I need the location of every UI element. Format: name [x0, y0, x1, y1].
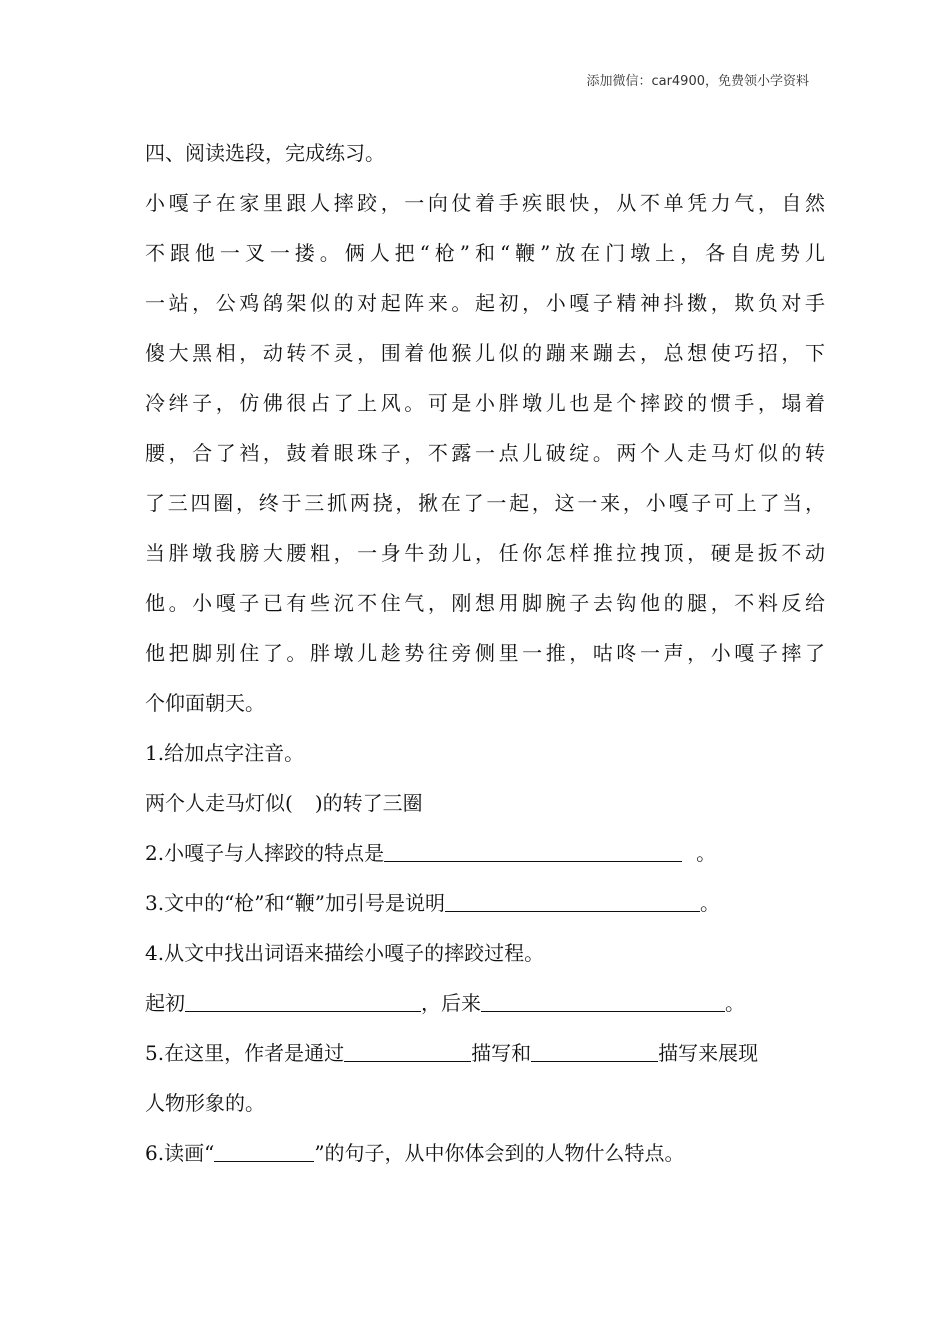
- passage-line: 他把脚别住了。胖墩儿趁势往旁侧里一推，咕咚一声，小嘎子摔了: [145, 641, 825, 665]
- question-3: [145, 878, 825, 928]
- question-3-answer-blank[interactable]: [445, 889, 700, 912]
- passage-line: 腰，合了裆，鼓着眼珠子，不露一点儿破绽。两个人走马灯似的转: [145, 441, 825, 465]
- question-4-label: 4.从文中找出词语来描绘小嘎子的摔跤过程。: [145, 941, 545, 965]
- question-4-blank-initial[interactable]: [185, 989, 421, 1012]
- question-5-end: 描写来展现: [658, 1041, 759, 1065]
- question-5-blank-1[interactable]: [344, 1039, 471, 1062]
- question-4-mid: ，后来: [421, 991, 481, 1015]
- question-4-part1: 起初: [145, 991, 185, 1015]
- section-title: 四、阅读选段，完成练习。: [145, 141, 385, 165]
- question-4-end: 。: [725, 991, 745, 1015]
- question-5-cont: 人物形象的。: [145, 1091, 265, 1115]
- passage-line: 他。小嘎子已有些沉不住气，刚想用脚腕子去钩他的腿，不料反给: [145, 591, 825, 615]
- question-1-sub-after: )的转了三圈: [314, 791, 423, 815]
- question-6: [145, 1128, 825, 1178]
- question-6-text: 6.读画“: [145, 1141, 215, 1165]
- question-3-text: 3.文中的“枪”和“鞭”加引号是说明: [145, 891, 445, 915]
- question-5-mid: 描写和: [471, 1041, 532, 1065]
- header-note: 添加微信：car4900，免费领小学资料: [586, 74, 809, 89]
- passage-line: 当胖墩我膀大腰粗，一身牛劲儿，任你怎样推拉拽顶，硬是扳不动: [145, 541, 825, 565]
- question-3-end: 。: [699, 891, 720, 915]
- question-1-label: 1.给加点字注音。: [145, 741, 305, 765]
- question-5: [145, 1028, 825, 1078]
- passage-line: 了三四圈，终于三抓两挠，揪在了一起，这一来，小嘎子可上了当，: [145, 491, 825, 515]
- passage-line: 一站，公鸡鹐架似的对起阵来。起初，小嘎子精神抖擞，欺负对手: [145, 291, 825, 315]
- passage-line: 个仰面朝天。: [145, 691, 265, 715]
- question-1-sub-before: 两个人走马灯似(: [145, 791, 293, 815]
- question-5-text: 5.在这里，作者是通过: [145, 1041, 345, 1065]
- passage-line: 冷绊子，仿佛很占了上风。可是小胖墩儿也是个摔跤的惯手，塌着: [145, 391, 825, 415]
- question-2: [145, 828, 825, 878]
- question-2-answer-blank[interactable]: [384, 839, 682, 862]
- question-6-blank[interactable]: [214, 1139, 314, 1162]
- question-2-text: 2.小嘎子与人摔跤的特点是: [145, 841, 385, 865]
- passage-line: 小嘎子在家里跟人摔跤，一向仗着手疾眼快，从不单凭力气，自然: [145, 191, 825, 215]
- question-6-end: ”的句子，从中你体会到的人物什么特点。: [314, 1141, 685, 1165]
- question-4-blank-later[interactable]: [481, 989, 725, 1012]
- question-2-end: 。: [696, 841, 717, 865]
- question-1-sub: [145, 778, 825, 828]
- passage-line: 傻大黑相，动转不灵，围着他猴儿似的蹦来蹦去，总想使巧招，下: [145, 341, 825, 365]
- question-5-blank-2[interactable]: [531, 1039, 658, 1062]
- passage-line: 不跟他一叉一搂。俩人把“枪”和“鞭”放在门墩上，各自虎势儿: [145, 241, 825, 265]
- worksheet-content: [145, 128, 825, 1178]
- question-4-answer: [145, 978, 825, 1028]
